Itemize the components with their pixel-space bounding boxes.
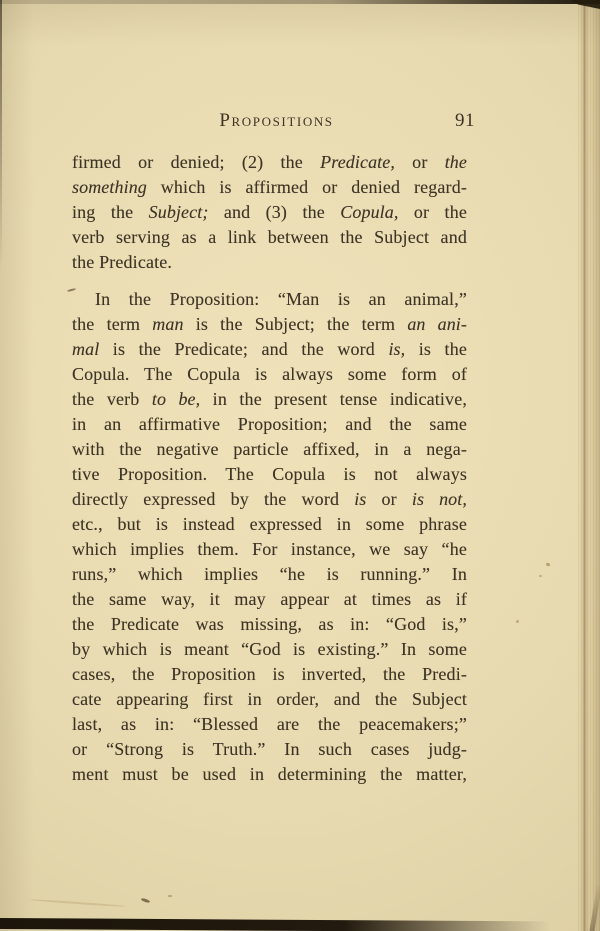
italic-text-segment: to be, xyxy=(151,389,201,409)
italic-text-segment: Copula, xyxy=(340,202,399,222)
text-segment: tive Proposition. The Copula is not always xyxy=(72,464,467,484)
text-segment: cate appearing first in order, and the Subject xyxy=(72,689,467,709)
text-segment: or xyxy=(366,489,412,509)
text-line xyxy=(72,175,467,200)
text-segment: directly expressed by the word xyxy=(72,489,355,509)
text-line xyxy=(72,287,467,312)
text-segment: etc., but is instead expressed in some phrase xyxy=(72,514,467,534)
scan-top-edge-shadow xyxy=(0,0,600,4)
scan-speck xyxy=(546,562,551,566)
italic-text-segment: mal xyxy=(72,339,100,359)
text-line xyxy=(72,312,467,337)
italic-text-segment: is xyxy=(354,489,367,509)
italic-text-segment: the xyxy=(444,152,467,172)
text-segment: or the xyxy=(398,202,467,222)
text-line xyxy=(72,387,467,412)
text-segment: the same way, it may appear at times as if xyxy=(72,589,467,609)
text-segment: by which is meant “God is existing.” In some xyxy=(72,639,467,659)
text-segment: and (3) the xyxy=(208,202,341,222)
text-line xyxy=(72,200,467,225)
text-line xyxy=(72,362,467,387)
page-number: 91 xyxy=(455,110,475,131)
text-segment: ing the xyxy=(72,202,149,222)
paragraph xyxy=(72,150,467,275)
running-head xyxy=(72,110,475,134)
text-segment: In the Proposition: “Man is an animal,” xyxy=(95,289,467,309)
text-segment: runs,” which implies “he is running.” In xyxy=(72,564,467,584)
text-line xyxy=(72,225,467,250)
text-segment: is the Predicate; and the word xyxy=(99,339,389,359)
italic-text-segment: man xyxy=(152,314,184,334)
text-segment: or “Strong is Truth.” In such cases judg- xyxy=(72,739,467,759)
scan-speck xyxy=(516,620,519,623)
book-page-stack-edge xyxy=(578,0,600,931)
text-line xyxy=(72,637,467,662)
text-segment: firmed or denied; (2) the xyxy=(72,152,321,172)
text-line xyxy=(72,487,467,512)
text-line xyxy=(72,537,467,562)
page-body xyxy=(72,150,467,787)
text-line xyxy=(72,687,467,712)
text-segment: the Predicate was missing, as in: “God is,” xyxy=(72,614,467,634)
text-segment: the term xyxy=(72,314,153,334)
text-segment: is the xyxy=(405,339,467,359)
text-segment: which is affirmed or denied regard- xyxy=(146,177,467,197)
text-line xyxy=(72,562,467,587)
text-line xyxy=(72,250,467,275)
text-line xyxy=(72,762,467,787)
text-segment: Copula. The Copula is always some form of xyxy=(72,364,467,384)
scan-bottom-edge-shadow xyxy=(0,918,556,931)
text-segment: is the Subject; the term xyxy=(183,314,408,334)
text-segment: verb serving as a link between the Subject and xyxy=(72,227,467,247)
italic-text-segment: something xyxy=(72,177,147,197)
text-line xyxy=(72,412,467,437)
text-line xyxy=(72,737,467,762)
italic-text-segment: an ani- xyxy=(407,314,467,334)
text-segment: in an affirmative Proposition; and the same xyxy=(72,414,467,434)
running-head-title: Propositions xyxy=(219,110,334,131)
text-segment: with the negative particle affixed, in a nega- xyxy=(72,439,467,459)
italic-text-segment: Subject; xyxy=(148,202,209,222)
italic-text-segment: is not, xyxy=(411,489,467,509)
text-line xyxy=(72,462,467,487)
italic-text-segment: is, xyxy=(388,339,406,359)
scan-speck xyxy=(539,575,542,577)
text-line xyxy=(72,587,467,612)
scan-speck xyxy=(141,898,150,904)
scan-speck xyxy=(168,895,172,897)
text-segment: the verb xyxy=(72,389,152,409)
paragraph xyxy=(72,287,467,787)
text-line xyxy=(72,662,467,687)
text-segment: or xyxy=(394,152,445,172)
scan-left-edge-shadow xyxy=(0,0,2,270)
text-line xyxy=(72,712,467,737)
text-segment: cases, the Proposition is inverted, the Predi- xyxy=(72,664,467,684)
italic-text-segment: Predicate, xyxy=(320,152,395,172)
text-segment: in the present tense indicative, xyxy=(200,389,467,409)
text-segment: the Predicate. xyxy=(72,252,173,272)
text-line xyxy=(72,150,467,175)
text-segment: ment must be used in determining the matter, xyxy=(72,764,467,784)
text-line xyxy=(72,437,467,462)
text-line xyxy=(72,612,467,637)
text-line xyxy=(72,512,467,537)
text-segment: which implies them. For instance, we say “he xyxy=(72,539,467,559)
scan-speck xyxy=(30,899,125,908)
text-segment: last, as in: “Blessed are the peacemakers;” xyxy=(72,714,467,734)
text-line xyxy=(72,337,467,362)
